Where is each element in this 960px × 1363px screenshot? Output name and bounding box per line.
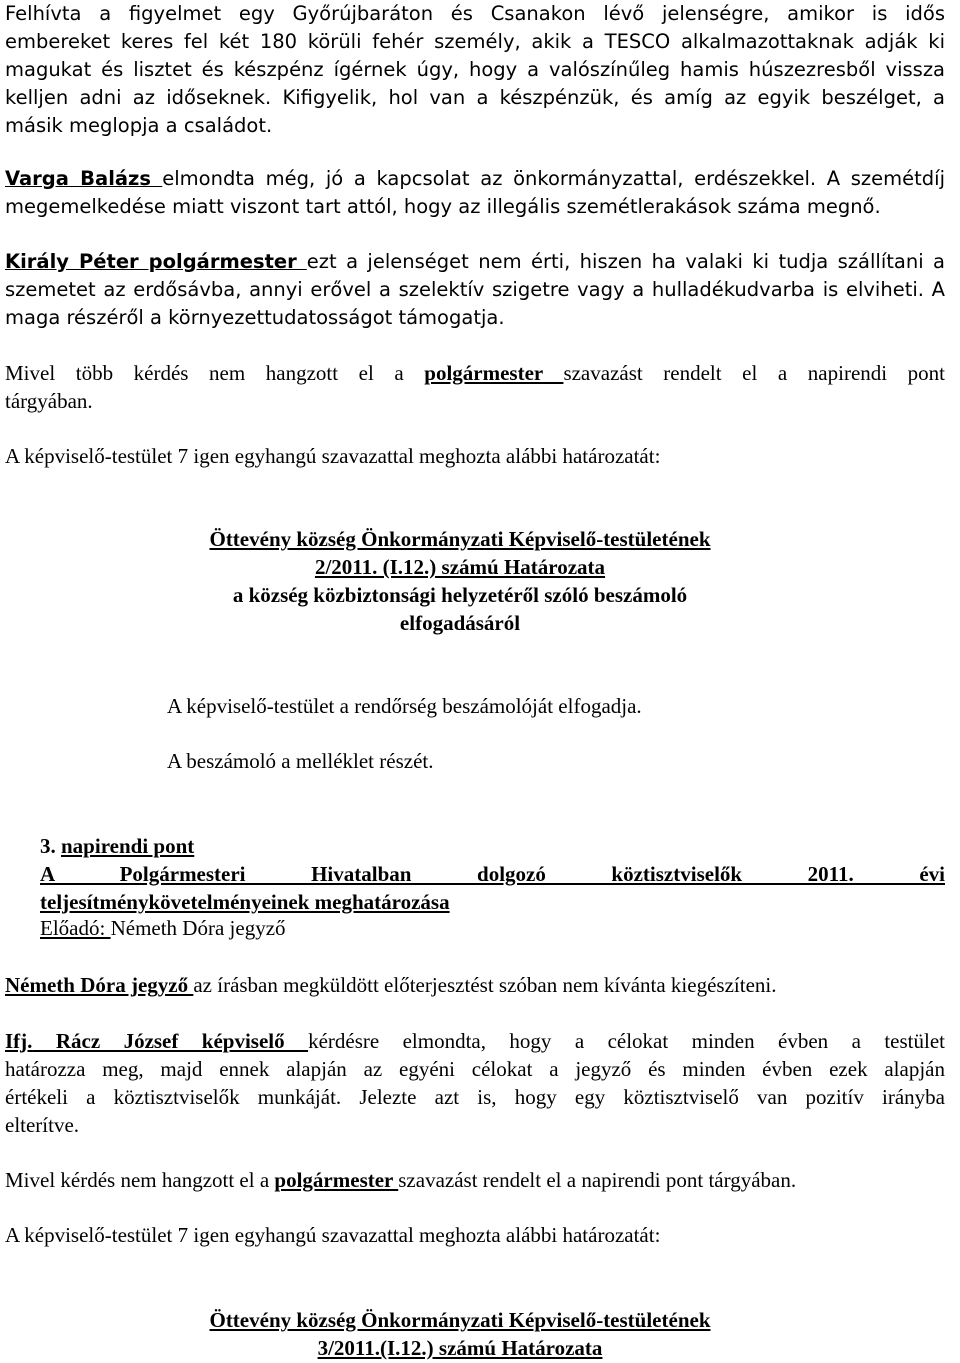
paragraph-8-line: Mivel kérdés nem hangzott el a polgármester szavazást rendelt el a napirendi pont tárgyában. — [5, 1168, 797, 1192]
paragraph-1-line: embereket keres fel két 180 körüli fehér személy, akik a TESCO alkalmazottaknak adják ki — [5, 30, 945, 53]
resolution-title: Öttevény község Önkormányzati Képviselő-testületének — [209, 527, 711, 551]
resolution-title: Öttevény község Önkormányzati Képviselő-testületének — [209, 1308, 711, 1332]
paragraph-7-line: határozza meg, majd ennek alapján az egyéni célokat a jegyző és minden évben ezek alapján — [5, 1057, 945, 1081]
paragraph-2-line: Varga Balázs elmondta még, jó a kapcsolat az önkormányzattal, erdészekkel. A szemétdíj — [5, 167, 945, 190]
paragraph-4-line: tárgyában. — [5, 389, 93, 413]
speaker-name: polgármester — [424, 361, 564, 385]
resolution-number: 2/2011. (I.12.) számú Határozata — [314, 555, 606, 579]
resolution-subject: a község közbiztonsági helyzetéről szóló beszámoló — [232, 583, 688, 607]
agenda-presenter: Előadó: Németh Dóra jegyző — [40, 916, 286, 940]
speaker-name: Varga Balázs — [5, 167, 163, 190]
resolution-number: 3/2011.(I.12.) számú Határozata — [317, 1336, 603, 1360]
speaker-name: polgármester — [274, 1168, 399, 1192]
paragraph-1-line: Felhívta a figyelmet egy Győrújbaráton és Csanakon lévő jelenségre, amikor is idős — [5, 2, 945, 25]
paragraph-3-line: maga részéről a környezettudatosságot támogatja. — [5, 306, 505, 329]
paragraph-7-line: Ifj. Rácz József képviselő kérdésre elmondta, hogy a célokat minden évben a testület — [5, 1029, 945, 1053]
decision-intro: A képviselő-testület 7 igen egyhangú szavazattal meghozta alábbi határozatát: — [5, 444, 661, 468]
resolution-subject: elfogadásáról — [399, 611, 521, 635]
speaker-name: Rácz József képviselő — [32, 1029, 309, 1053]
decision-intro: A képviselő-testület 7 igen egyhangú szavazattal meghozta alábbi határozatát: — [5, 1223, 661, 1247]
agenda-heading: 3. napirendi pont — [40, 834, 195, 858]
paragraph-1-line: másik meglopja a családot. — [5, 114, 273, 137]
paragraph-1-line: magukat és lisztet és készpénz ígérnek úgy, hogy a valószínűleg hamis húszezresből vissza — [5, 58, 945, 81]
paragraph-7-line: elterítve. — [5, 1113, 80, 1137]
paragraph-3-line: Király Péter polgármester ezt a jelenséget nem érti, hiszen ha valaki ki tudja szállítani a — [5, 250, 945, 273]
paragraph-4-line: Mivel több kérdés nem hangzott el a polgármester szavazást rendelt el a napirendi pont — [5, 361, 946, 385]
speaker-name: Ifj. — [5, 1029, 33, 1053]
paragraph-7-line: értékeli a köztisztviselők munkáját. Jelezte azt is, hogy egy köztisztviselő van pozitív irányba — [5, 1085, 945, 1109]
resolution-text: A beszámoló a melléklet részét. — [167, 749, 434, 773]
resolution-text: A képviselő-testület a rendőrség beszámolóját elfogadja. — [167, 694, 642, 718]
paragraph-3-line: szemetet az erdősávba, annyi erővel a szelektív szigetre vagy a hulladékudvarba is elviheti. A — [5, 278, 945, 301]
paragraph-2-line: megemelkedése miatt viszont tart attól, hogy az illegális szemétlerakások száma megnő. — [5, 195, 881, 218]
agenda-title-line: teljesítménykövetelményeinek meghatározása — [40, 890, 450, 914]
speaker-name: Németh Dóra jegyző — [5, 973, 194, 997]
paragraph-1-line: kelljen adni az időseknek. Kifigyelik, hol van a készpénzük, és amíg az egyik beszélget, a — [5, 86, 945, 109]
speaker-name: Király Péter polgármester — [5, 250, 307, 273]
agenda-title-line: A Polgármesteri Hivatalban dolgozó köztisztviselők 2011. évi — [40, 862, 945, 886]
paragraph-6-line: Németh Dóra jegyző az írásban megküldött előterjesztést szóban nem kívánta kiegészíteni. — [5, 973, 777, 997]
